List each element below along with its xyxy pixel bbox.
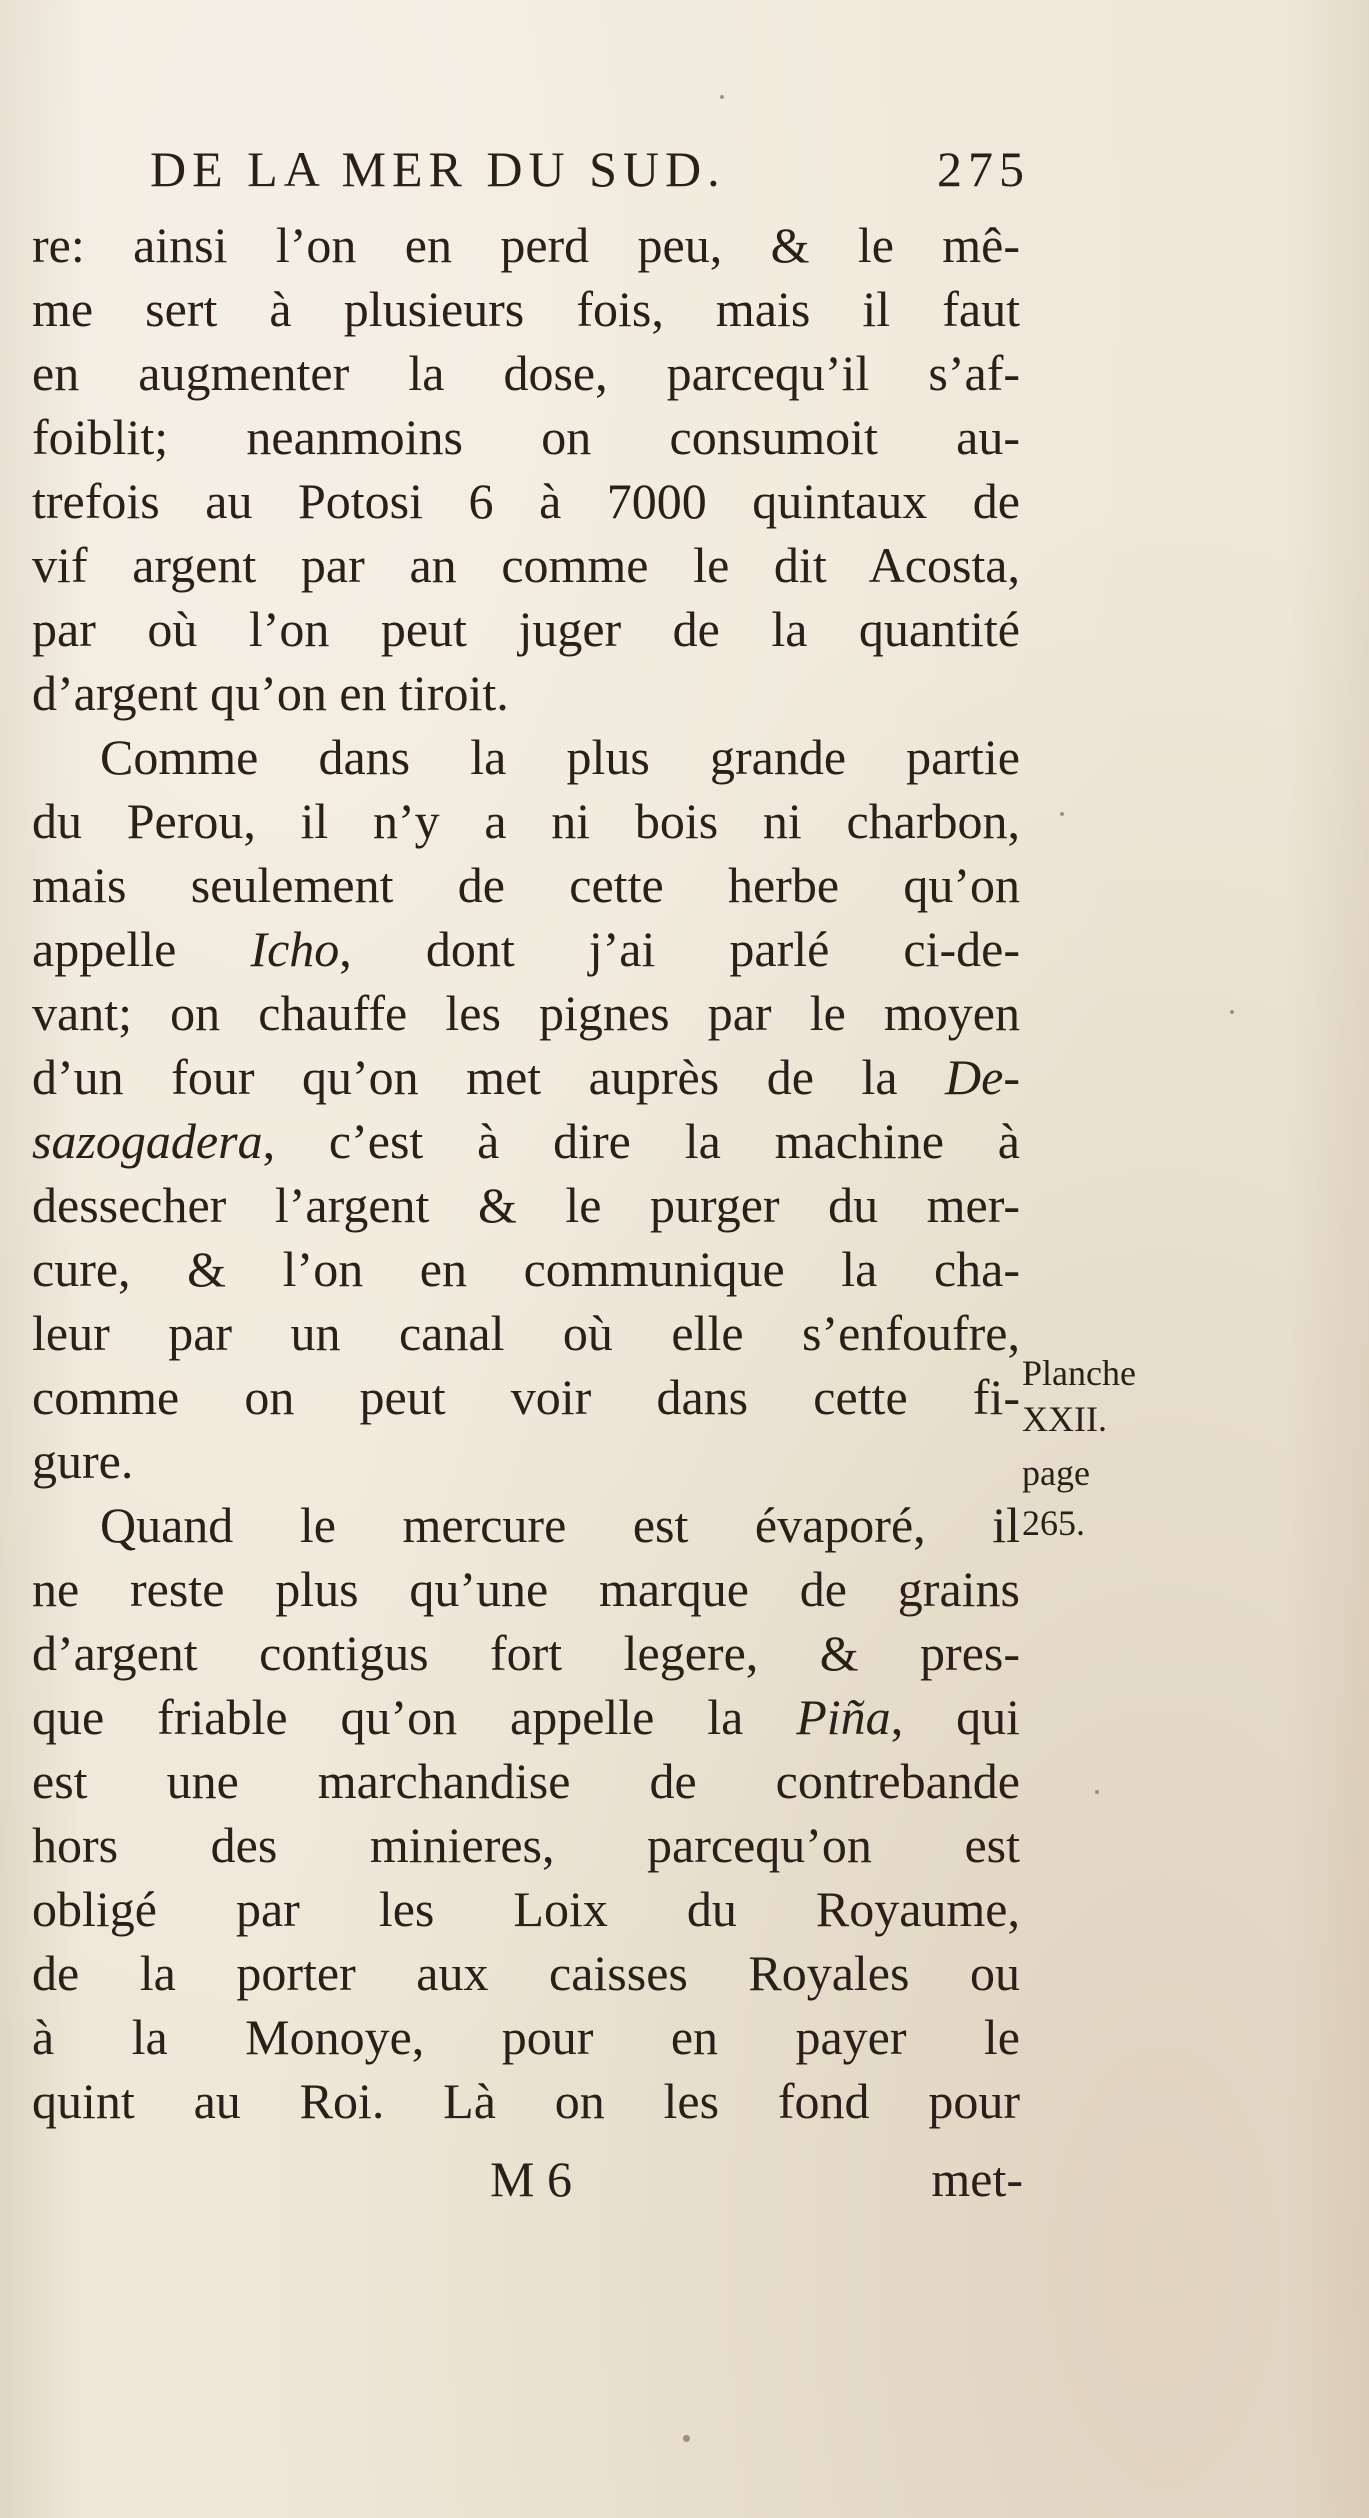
text-line: à la Monoye, pour en payer le — [32, 2009, 1020, 2065]
text-line: que friable qu’on appelle la Piña, qui — [32, 1689, 1020, 1745]
text-line: par où l’on peut juger de la quantité — [32, 601, 1020, 657]
text-line: gure. — [32, 1433, 134, 1489]
text-line: hors des minieres, parcequ’on est — [32, 1817, 1020, 1873]
text-line: obligé par les Loix du Royaume, — [32, 1881, 1020, 1937]
text-line: en augmenter la dose, parcequ’il s’af- — [32, 345, 1020, 401]
text-line: ne reste plus qu’une marque de grains — [32, 1561, 1020, 1617]
text-line: trefois au Potosi 6 à 7000 quintaux de — [32, 473, 1020, 529]
text-line: d’un four qu’on met auprès de la De- — [32, 1049, 1020, 1105]
text-line: sazogadera, c’est à dire la machine à — [32, 1113, 1020, 1169]
text-line: est une marchandise de contrebande — [32, 1753, 1020, 1809]
text-line: cure, & l’on en communique la cha- — [32, 1241, 1020, 1297]
margin-note-line: 265. — [1022, 1503, 1085, 1543]
italic-term: sazogadera — [32, 1113, 263, 1169]
text-line: leur par un canal où elle s’enfoufre, — [32, 1305, 1020, 1361]
paper-speck — [1230, 1010, 1234, 1014]
text-line: vant; on chauffe les pignes par le moyen — [32, 985, 1020, 1041]
paper-speck — [720, 95, 724, 99]
text-line: dessecher l’argent & le purger du mer- — [32, 1177, 1020, 1233]
text-line: comme on peut voir dans cette fi- — [32, 1369, 1020, 1425]
margin-note-line: Planche — [1022, 1353, 1136, 1393]
text-line: d’argent contigus fort legere, & pres- — [32, 1625, 1020, 1681]
page-number: 275 — [937, 141, 1030, 197]
running-title: DE LA MER DU SUD. — [150, 141, 726, 197]
text-line: du Perou, il n’y a ni bois ni charbon, — [32, 793, 1020, 849]
margin-note-line: XXII. — [1022, 1399, 1107, 1439]
paper-speck — [1095, 1790, 1099, 1794]
text-line: appelle Icho, dont j’ai parlé ci-de- — [32, 921, 1020, 977]
text-line: vif argent par an comme le dit Acosta, — [32, 537, 1020, 593]
text-line: Comme dans la plus grande partie — [100, 729, 1020, 785]
italic-term: Piña — [796, 1689, 891, 1745]
text-line: re: ainsi l’on en perd peu, & le mê- — [32, 217, 1020, 273]
catchword: met- — [931, 2151, 1023, 2207]
text-line: d’argent qu’on en tiroit. — [32, 665, 509, 721]
margin-note-line: page — [1022, 1453, 1090, 1493]
text-line: mais seulement de cette herbe qu’on — [32, 857, 1020, 913]
paper-speck — [1060, 812, 1064, 816]
paper-speck — [683, 2435, 690, 2442]
text-line: me sert à plusieurs fois, mais il faut — [32, 281, 1020, 337]
italic-term: Icho — [250, 921, 340, 977]
text-line: Quand le mercure est évaporé, il — [100, 1497, 1020, 1553]
signature-mark: M 6 — [490, 2151, 572, 2207]
text-line: quint au Roi. Là on les fond pour — [32, 2073, 1020, 2129]
italic-term: De- — [945, 1049, 1020, 1105]
text-line: de la porter aux caisses Royales ou — [32, 1945, 1020, 2001]
text-line: foiblit; neanmoins on consumoit au- — [32, 409, 1020, 465]
running-head — [150, 140, 1030, 210]
